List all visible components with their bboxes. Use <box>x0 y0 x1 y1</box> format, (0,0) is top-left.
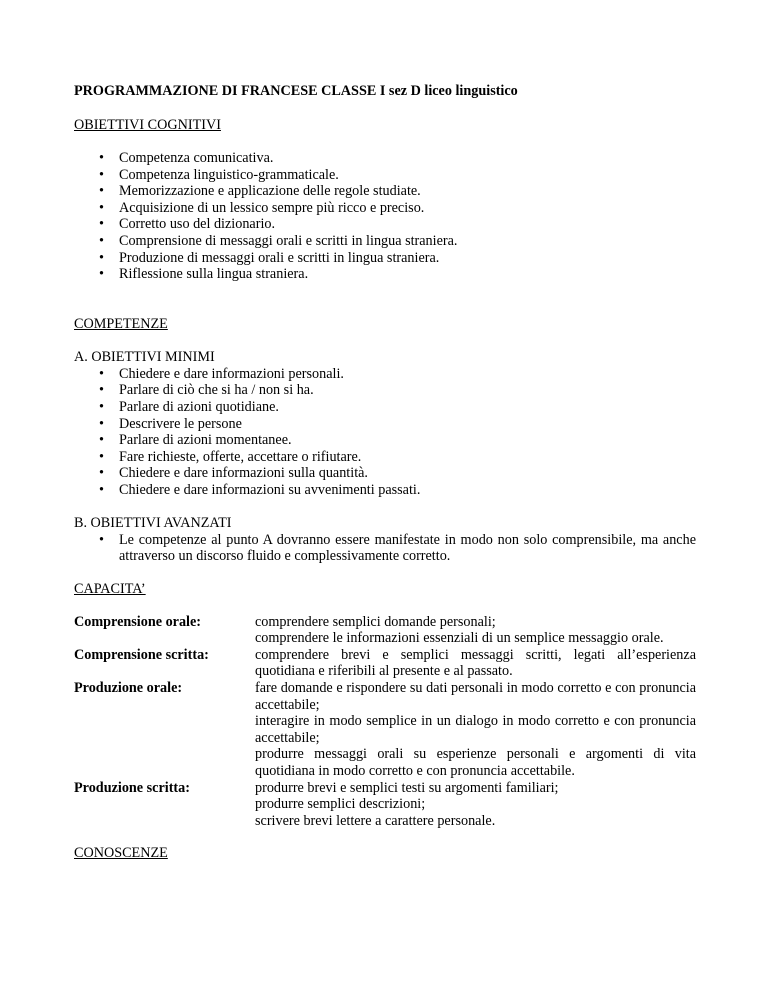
bullet-icon: • <box>99 465 104 482</box>
list-item: • Parlare di ciò che si ha / non si ha. <box>99 382 314 399</box>
competenze-heading: COMPETENZE <box>74 315 168 332</box>
capacita-item: produrre brevi e semplici testi su argomenti familiari; <box>255 779 559 796</box>
document-title: PROGRAMMAZIONE DI FRANCESE CLASSE I sez D liceo linguistico <box>74 83 518 99</box>
obiettivi-minimi-list <box>74 366 696 499</box>
conoscenze-heading: CONOSCENZE <box>74 845 168 862</box>
capacita-item: scrivere brevi lettere a carattere personale. <box>255 812 496 829</box>
capacita-item: comprendere le informazioni essenziali di un semplice messaggio orale. <box>255 630 664 647</box>
bullet-icon: • <box>99 448 104 465</box>
bullet-icon: • <box>99 150 104 166</box>
capacita-item: interagire in modo semplice in un dialogo in modo corretto e con pronuncia accettabile; <box>255 713 696 746</box>
capacita-item: comprendere semplici domande personali; <box>255 613 496 630</box>
bullet-icon: • <box>99 166 104 183</box>
capacita-row <box>74 614 696 647</box>
list-item: • Memorizzazione e applicazione delle regole studiate. <box>99 183 421 200</box>
capacita-item: comprendere brevi e semplici messaggi scritti, legati all’esperienza quotidiana e riferibili al presente e al passato. <box>255 646 696 680</box>
capacita-table <box>74 614 696 830</box>
bullet-icon: • <box>99 249 104 266</box>
list-item: • Chiedere e dare informazioni su avvenimenti passati. <box>99 481 421 498</box>
list-item: • Parlare di azioni quotidiane. <box>99 398 279 415</box>
bullet-icon: • <box>99 415 104 432</box>
list-item: • Fare richieste, offerte, accettare o rifiutare. <box>99 448 362 465</box>
bullet-icon: • <box>99 365 104 382</box>
obiettivi-avanzati-heading: B. OBIETTIVI AVANZATI <box>74 514 232 531</box>
comprensione-scritta-label: Comprensione scritta: <box>74 646 209 663</box>
capacita-item: produrre messaggi orali su esperienze personali e argomenti di vita quotidiana in modo corretto e con pronuncia accettabile. <box>255 746 696 780</box>
list-item: • Produzione di messaggi orali e scritti in lingua straniera. <box>99 249 440 266</box>
list-item: • Le competenze al punto A dovranno essere manifestate in modo non solo comprensibile, ma anche attraverso un discorso fluido e complessivamente corretto. <box>99 531 696 565</box>
bullet-icon: • <box>99 232 104 249</box>
capacita-heading: CAPACITA’ <box>74 580 146 597</box>
bullet-icon: • <box>99 398 104 415</box>
comprensione-orale-label: Comprensione orale: <box>74 613 202 630</box>
capacita-row <box>74 780 696 830</box>
produzione-orale-label: Produzione orale: <box>74 680 183 697</box>
list-item: • Competenza comunicativa. <box>99 150 274 166</box>
bullet-icon: • <box>99 432 104 449</box>
bullet-icon: • <box>99 382 104 399</box>
obiettivi-cognitivi-heading: OBIETTIVI COGNITIVI <box>74 117 221 133</box>
document-page <box>74 83 696 862</box>
bullet-icon: • <box>99 183 104 200</box>
bullet-icon: • <box>99 481 104 498</box>
bullet-icon: • <box>99 199 104 216</box>
list-item: • Comprensione di messaggi orali e scritti in lingua straniera. <box>99 232 458 249</box>
comprensione-scritta-items <box>255 647 696 680</box>
capacita-row <box>74 680 696 780</box>
produzione-orale-items <box>255 680 696 780</box>
bullet-icon: • <box>99 531 104 548</box>
list-item: • Descrivere le persone <box>99 415 242 432</box>
capacita-row <box>74 647 696 680</box>
bullet-icon: • <box>99 216 104 233</box>
list-item: • Acquisizione di un lessico sempre più ricco e preciso. <box>99 199 425 216</box>
comprensione-orale-items <box>255 614 696 647</box>
list-item: • Chiedere e dare informazioni personali. <box>99 365 344 382</box>
produzione-scritta-label: Produzione scritta: <box>74 779 190 796</box>
capacita-item: fare domande e rispondere su dati personali in modo corretto e con pronuncia accettabile; <box>255 680 696 713</box>
produzione-scritta-items <box>255 780 696 830</box>
bullet-icon: • <box>99 266 104 283</box>
obiettivi-avanzati-list <box>74 532 696 565</box>
list-item: • Competenza linguistico-grammaticale. <box>99 166 339 183</box>
list-item: • Chiedere e dare informazioni sulla quantità. <box>99 465 368 482</box>
obiettivi-minimi-heading: A. OBIETTIVI MINIMI <box>74 348 215 365</box>
capacita-item: produrre semplici descrizioni; <box>255 796 426 813</box>
obiettivi-cognitivi-list <box>74 150 696 283</box>
list-item: • Riflessione sulla lingua straniera. <box>99 266 309 283</box>
list-item: • Corretto uso del dizionario. <box>99 216 276 233</box>
list-item: • Parlare di azioni momentanee. <box>99 432 292 449</box>
